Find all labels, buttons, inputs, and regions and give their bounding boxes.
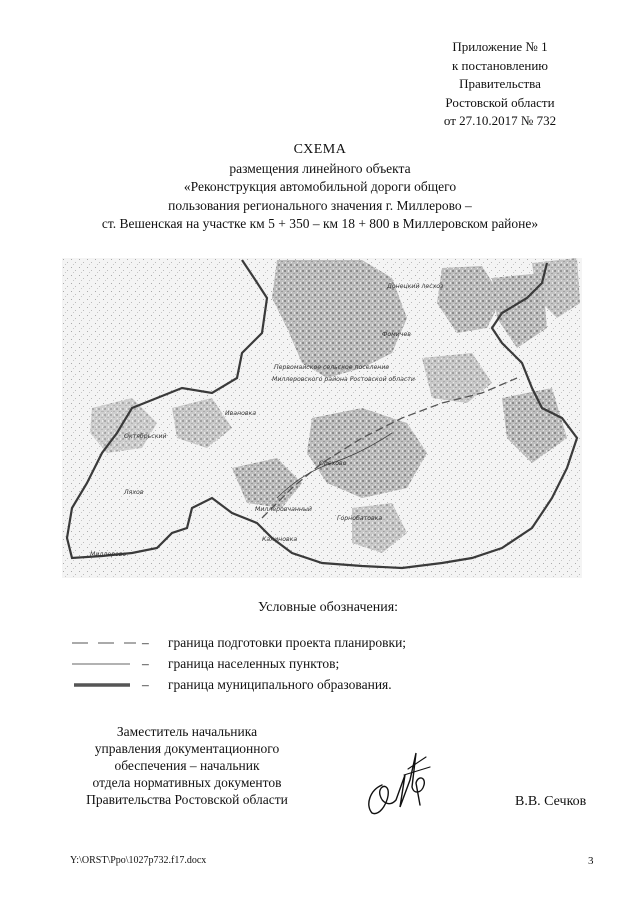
annex-line: Ростовской области [445, 94, 555, 110]
title-line: СХЕМА [293, 142, 347, 157]
page-number: 3 [588, 855, 594, 867]
label-donetsky: Донецкий лесхоз [387, 283, 444, 290]
signatory-position [62, 723, 312, 808]
position-line: Заместитель начальника [116, 724, 258, 739]
dashed-line-symbol [72, 639, 136, 647]
legend-label: граница муниципального образования. [168, 677, 392, 692]
label-millerovchanny: Миллеровчанный [255, 506, 312, 513]
position-line: отдела нормативных документов [92, 775, 282, 790]
label-pervomaiskoe-2: Миллеровского района Ростовской области [272, 376, 415, 383]
title-line: «Реконструкция автомобильной дороги общего [183, 179, 457, 194]
signer-name: В.В. Сечков [515, 794, 587, 809]
legend-title: Условные обозначения: [258, 600, 399, 615]
position-line: управления документационного [94, 741, 280, 756]
label-oktyabrsky: Октябрьский [124, 433, 167, 440]
annex-line: Правительства [459, 76, 541, 91]
position-line: Правительства Ростовской области [86, 792, 288, 807]
thin-line-symbol [72, 660, 136, 668]
label-orekhovo: Орехово [319, 460, 347, 467]
legend-label: граница населенных пунктов; [168, 656, 340, 671]
legend-separator: – [142, 656, 149, 671]
position-line: обеспечения – начальник [114, 758, 260, 773]
annex-line: Приложение № 1 [452, 39, 548, 54]
legend-label: граница подготовки проекта планировки; [168, 635, 407, 650]
label-gornobatovka: Горнобатовка [337, 515, 383, 522]
handwritten-signature [360, 745, 450, 825]
label-ivanovka: Ивановка [225, 410, 257, 417]
document-title [0, 141, 640, 234]
label-lyakhov: Ляхов [124, 489, 144, 496]
title-line: пользования регионального значения г. Миллерово – [168, 197, 472, 213]
annex-line: от 27.10.2017 № 732 [443, 113, 557, 128]
annex-block [365, 38, 565, 131]
scheme-map [62, 258, 582, 578]
footer-file-path: Y:\ORST\Ppo\1027p732.f17.docx [70, 855, 207, 866]
title-line: ст. Вешенская на участке км 5 + 350 – км 18 + 800 в Миллеровском районе» [101, 216, 539, 231]
legend-separator: – [142, 677, 149, 692]
label-fomichev: Фомичев [382, 331, 411, 338]
legend-separator: – [142, 635, 149, 650]
annex-line: к постановлению [451, 57, 549, 73]
title-line: размещения линейного объекта [229, 160, 411, 176]
label-millerovo: Миллерово [90, 551, 127, 558]
label-pervomaiskoe-1: Первомайское сельское поселение [274, 364, 390, 371]
thick-line-symbol [72, 681, 136, 689]
label-kalinovka: Калиновка [262, 536, 298, 543]
